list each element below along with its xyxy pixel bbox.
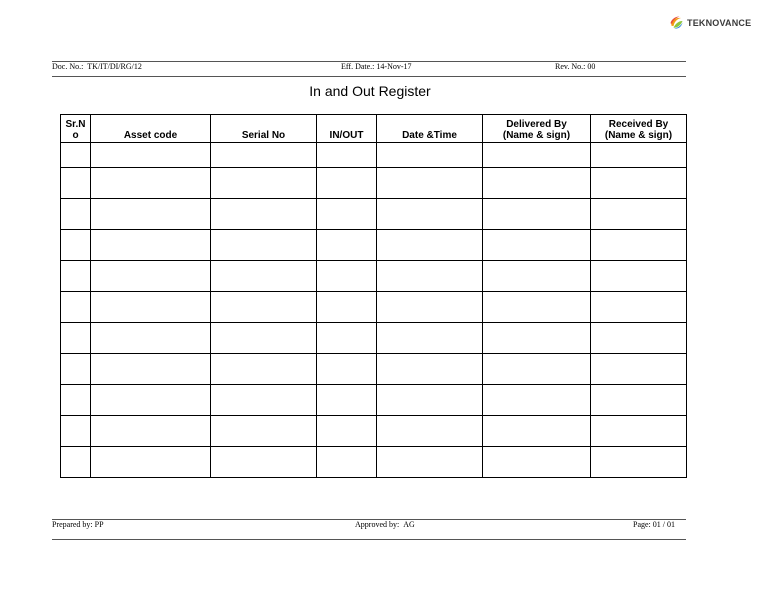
table-cell[interactable] — [317, 143, 377, 168]
table-cell[interactable] — [591, 385, 687, 416]
table-cell[interactable] — [211, 230, 317, 261]
table-cell[interactable] — [317, 199, 377, 230]
table-row — [61, 199, 687, 230]
column-header-date-time: Date &Time — [377, 115, 483, 143]
table-cell[interactable] — [377, 385, 483, 416]
table-cell[interactable] — [317, 168, 377, 199]
page-number — [633, 520, 675, 530]
table-cell[interactable] — [377, 143, 483, 168]
table-cell[interactable] — [377, 230, 483, 261]
table-row — [61, 230, 687, 261]
doc-number-label: Doc. No.: — [52, 62, 84, 71]
table-cell[interactable] — [91, 323, 211, 354]
prepared-by-label: Prepared by: — [52, 520, 93, 529]
table-cell[interactable] — [591, 292, 687, 323]
table-cell[interactable] — [377, 261, 483, 292]
table-cell[interactable] — [61, 168, 91, 199]
revision-number-value: 00 — [587, 62, 596, 71]
table-cell[interactable] — [91, 292, 211, 323]
effective-date-label: Eff. Date.: — [341, 62, 375, 71]
table-cell[interactable] — [483, 230, 591, 261]
table-cell[interactable] — [591, 230, 687, 261]
table-cell[interactable] — [483, 385, 591, 416]
table-cell[interactable] — [591, 261, 687, 292]
table-cell[interactable] — [483, 261, 591, 292]
table-cell[interactable] — [91, 261, 211, 292]
table-cell[interactable] — [61, 323, 91, 354]
table-cell[interactable] — [211, 261, 317, 292]
table-cell[interactable] — [61, 447, 91, 478]
table-row — [61, 143, 687, 168]
page-number-value: 01 / 01 — [652, 520, 676, 529]
table-cell[interactable] — [211, 354, 317, 385]
revision-number — [555, 62, 595, 72]
table-cell[interactable] — [317, 447, 377, 478]
table-cell[interactable] — [377, 199, 483, 230]
company-logo — [669, 15, 751, 30]
table-cell[interactable] — [91, 199, 211, 230]
approved-by — [355, 520, 415, 530]
table-header-row — [61, 115, 687, 143]
column-header-serial-no: Serial No — [211, 115, 317, 143]
table-cell[interactable] — [591, 168, 687, 199]
table-cell[interactable] — [91, 416, 211, 447]
effective-date — [341, 62, 412, 72]
table-row — [61, 447, 687, 478]
table-cell[interactable] — [317, 323, 377, 354]
effective-date-value: 14-Nov-17 — [376, 62, 412, 71]
table-cell[interactable] — [91, 168, 211, 199]
table-row — [61, 385, 687, 416]
prepared-by-value: PP — [94, 520, 104, 529]
table-cell[interactable] — [483, 143, 591, 168]
register-table — [60, 114, 687, 478]
table-cell[interactable] — [61, 230, 91, 261]
table-row — [61, 323, 687, 354]
table-cell[interactable] — [211, 199, 317, 230]
table-cell[interactable] — [591, 199, 687, 230]
table-cell[interactable] — [591, 323, 687, 354]
table-cell[interactable] — [591, 447, 687, 478]
table-cell[interactable] — [483, 199, 591, 230]
table-cell[interactable] — [211, 323, 317, 354]
table-cell[interactable] — [483, 323, 591, 354]
column-header-asset-code: Asset code — [91, 115, 211, 143]
table-cell[interactable] — [61, 292, 91, 323]
page-number-label: Page: — [633, 520, 651, 529]
brand-name: TEKNOVANCE — [687, 17, 752, 28]
table-cell[interactable] — [61, 261, 91, 292]
approved-by-value: AG — [403, 520, 415, 529]
table-cell[interactable] — [211, 292, 317, 323]
table-cell[interactable] — [377, 323, 483, 354]
table-cell[interactable] — [317, 292, 377, 323]
footer-bottom-rule — [52, 539, 686, 540]
table-cell[interactable] — [211, 385, 317, 416]
approved-by-label: Approved by: — [355, 520, 400, 529]
doc-number — [52, 62, 142, 72]
table-cell[interactable] — [211, 168, 317, 199]
table-cell[interactable] — [377, 354, 483, 385]
table-cell[interactable] — [317, 261, 377, 292]
header-bottom-rule — [52, 76, 686, 77]
table-cell[interactable] — [483, 292, 591, 323]
column-header-sr-no: Sr.N o — [61, 115, 91, 143]
table-cell[interactable] — [317, 230, 377, 261]
table-row — [61, 292, 687, 323]
table-cell[interactable] — [377, 168, 483, 199]
table-row — [61, 354, 687, 385]
table-cell[interactable] — [91, 447, 211, 478]
table-cell[interactable] — [483, 447, 591, 478]
page-title: In and Out Register — [309, 83, 431, 99]
table-cell[interactable] — [317, 416, 377, 447]
table-cell[interactable] — [61, 354, 91, 385]
table-row — [61, 416, 687, 447]
table-cell[interactable] — [61, 199, 91, 230]
table-row — [61, 168, 687, 199]
table-cell[interactable] — [61, 143, 91, 168]
table-cell[interactable] — [591, 143, 687, 168]
table-row — [61, 261, 687, 292]
column-header-in-out: IN/OUT — [317, 115, 377, 143]
table-cell[interactable] — [211, 416, 317, 447]
prepared-by — [52, 520, 104, 530]
table-cell[interactable] — [91, 143, 211, 168]
table-cell[interactable] — [91, 385, 211, 416]
revision-number-label: Rev. No.: — [555, 62, 586, 71]
table-cell[interactable] — [483, 168, 591, 199]
table-cell[interactable] — [483, 416, 591, 447]
table-cell[interactable] — [591, 416, 687, 447]
table-cell[interactable] — [317, 385, 377, 416]
column-header-received-by: Received By (Name & sign) — [591, 115, 687, 143]
table-cell[interactable] — [377, 292, 483, 323]
table-cell[interactable] — [377, 416, 483, 447]
column-header-delivered-by: Delivered By (Name & sign) — [483, 115, 591, 143]
table-cell[interactable] — [211, 143, 317, 168]
table-cell[interactable] — [91, 230, 211, 261]
table-cell[interactable] — [591, 354, 687, 385]
table-cell[interactable] — [61, 416, 91, 447]
table-cell[interactable] — [377, 447, 483, 478]
table-cell[interactable] — [61, 385, 91, 416]
table-cell[interactable] — [483, 354, 591, 385]
table-cell[interactable] — [211, 447, 317, 478]
table-cell[interactable] — [91, 354, 211, 385]
table-cell[interactable] — [317, 354, 377, 385]
teknovance-swirl-icon — [669, 15, 684, 30]
doc-number-value: TK/IT/DI/RG/12 — [87, 62, 142, 71]
